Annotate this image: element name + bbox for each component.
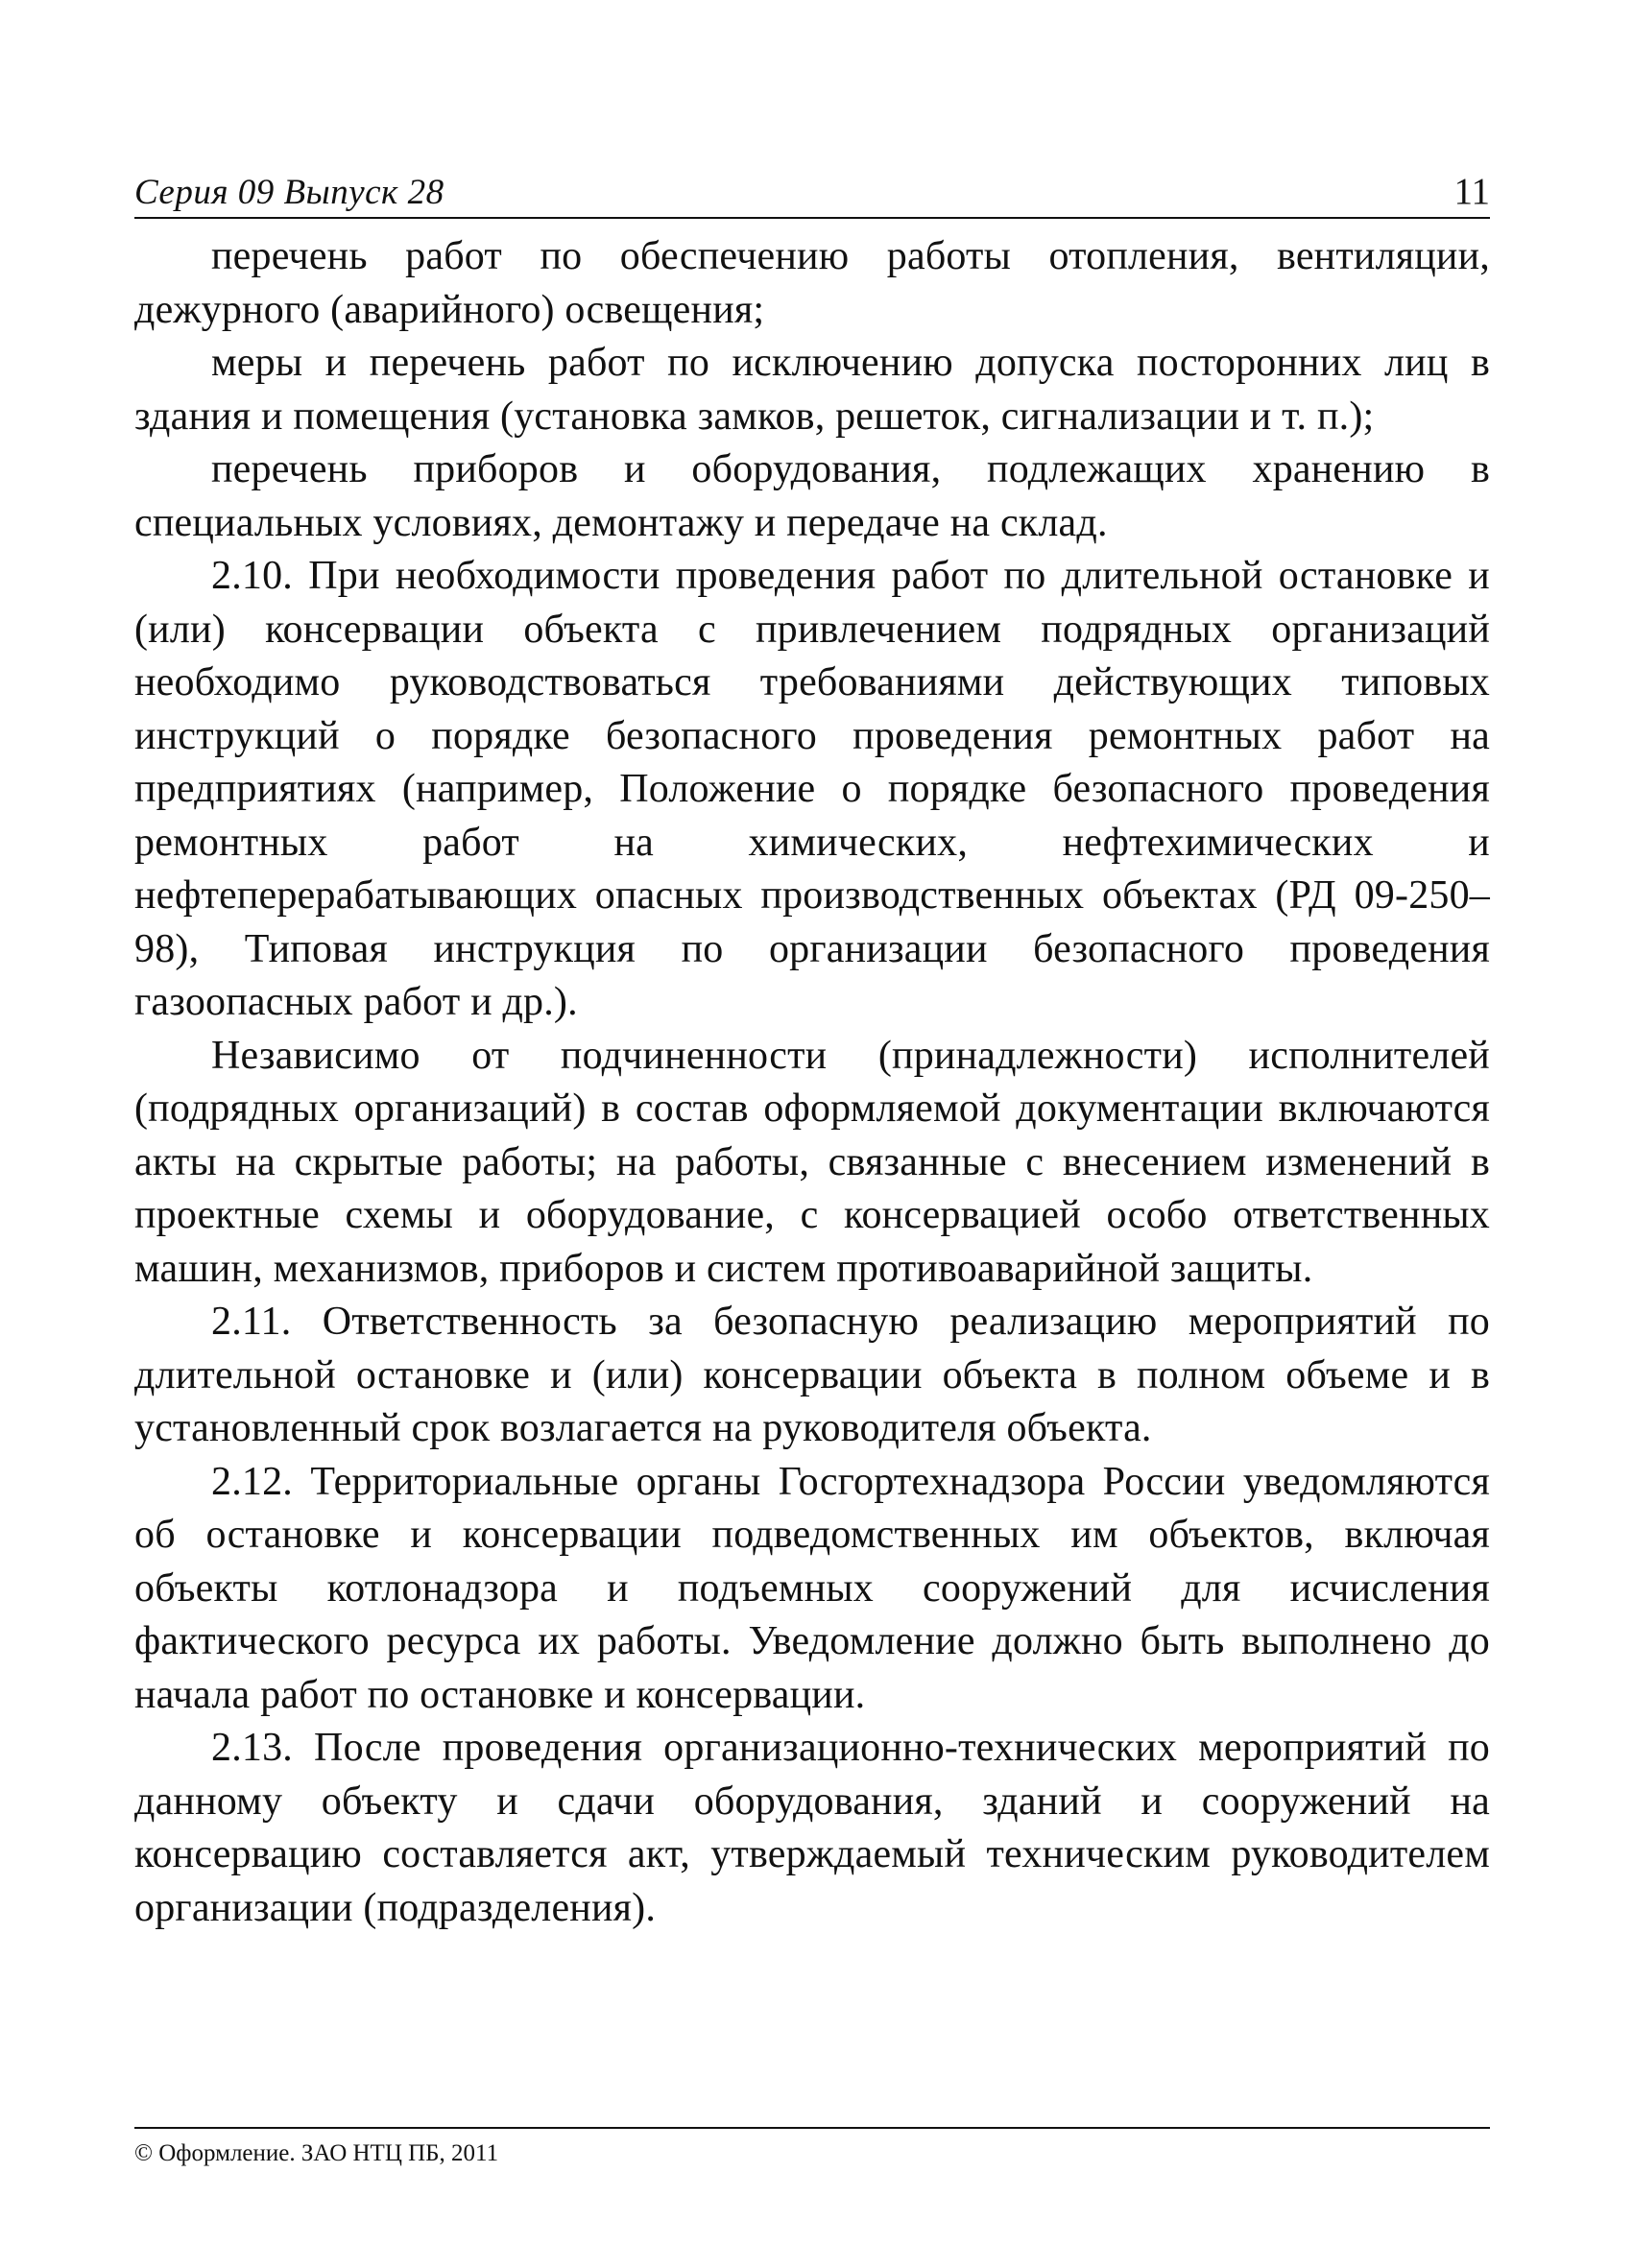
paragraph: Независимо от подчиненности (принадлежности) исполнителей (подрядных организаций) в состав оформляемой документации включаются акты на скрытые работы; на работы, связанные с внесением изменений в проектные схемы и оборудование, с консервацией особо ответственных машин, механизмов, приборов и систем противоаварийной защиты. <box>134 1033 1490 1291</box>
paragraph: перечень приборов и оборудования, подлежащих хранению в специальных условиях, демонтажу и передаче на склад. <box>134 447 1490 545</box>
paragraph: 2.12. Территориальные органы Госгортехнадзора России уведомляются об остановке и консервации подведомственных им объектов, включая объекты котлонадзора и подъемных сооружений для исчисления фактического ресурса их работы. Уведомление должно быть выполнено до начала работ по остановке и консервации. <box>134 1459 1490 1717</box>
page-header <box>134 163 1490 219</box>
copyright-notice: © Оформление. ЗАО НТЦ ПБ, 2011 <box>134 2140 499 2166</box>
series-title: Серия 09 Выпуск 28 <box>134 173 444 212</box>
paragraph: 2.11. Ответственность за безопасную реализацию мероприятий по длительной остановке и (или) консервации объекта в полном объеме и в установленный срок возлагается на руководителя объекта. <box>134 1300 1490 1450</box>
paragraph: 2.10. При необходимости проведения работ по длительной остановке и (или) консервации объекта с привлечением подрядных организаций необходимо руководствоваться требованиями действующих типовых инструкций о порядке безопасного проведения ремонтных работ на предприятиях (например, Положение о порядке безопасного проведения ремонтных работ на химических, нефтехимических и нефтеперерабатывающих опасных производственных объектах (РД 09-250–98), Типовая инструкция по организации безопасного проведения газоопасных работ и др.). <box>134 554 1490 1024</box>
page-footer <box>134 2127 1490 2167</box>
page-number: 11 <box>1453 171 1490 212</box>
paragraph: меры и перечень работ по исключению допуска посторонних лиц в здания и помещения (установка замков, решеток, сигнализации и т. п.); <box>134 341 1490 439</box>
document-body <box>134 230 1490 1935</box>
paragraph: 2.13. После проведения организационно-технических мероприятий по данному объекту и сдачи оборудования, зданий и сооружений на консервацию составляется акт, утверждаемый техническим руководителем организации (подразделения). <box>134 1726 1490 1930</box>
paragraph: перечень работ по обеспечению работы отопления, вентиляции, дежурного (аварийного) освещения; <box>134 234 1490 332</box>
